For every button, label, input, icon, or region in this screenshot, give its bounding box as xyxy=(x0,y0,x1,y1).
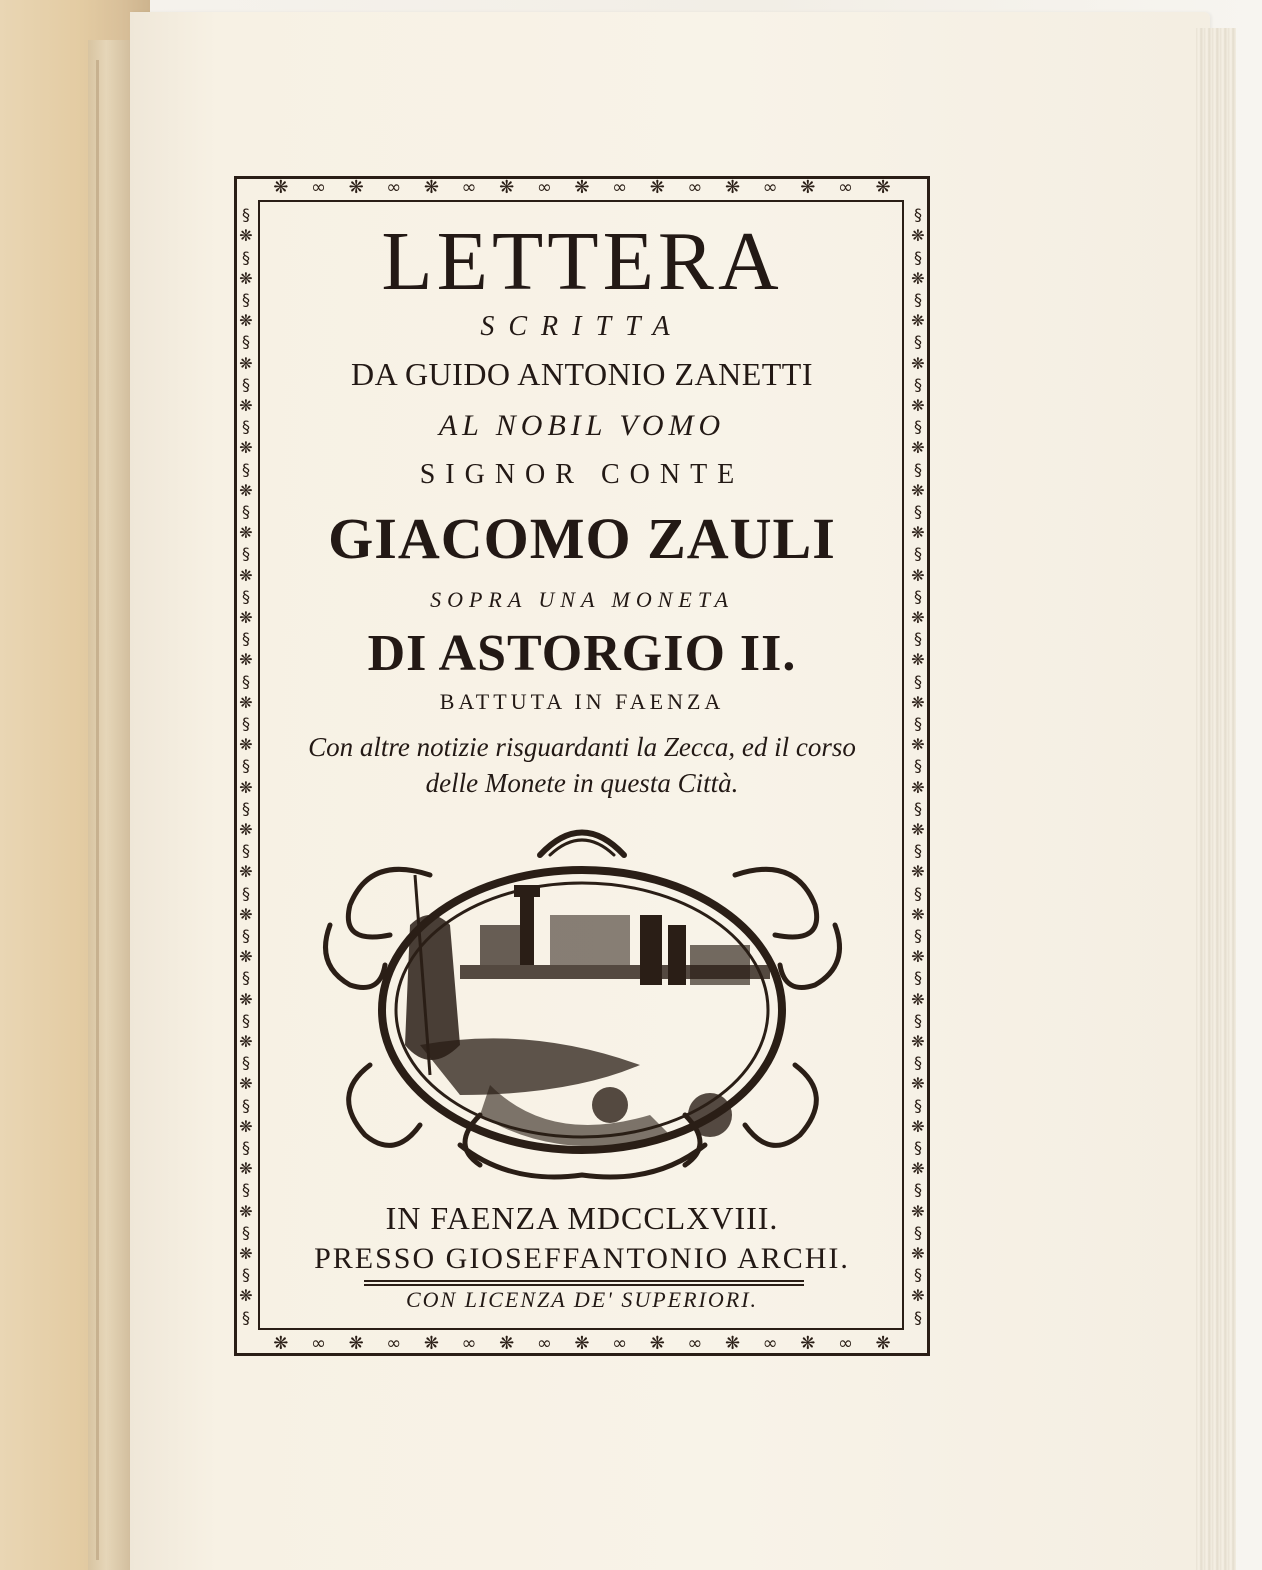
chain-ornament-icon: § xyxy=(242,417,250,437)
star-ornament-icon: ❋ xyxy=(574,177,590,198)
star-ornament-icon: ❋ xyxy=(911,1244,925,1264)
chain-ornament-icon: § xyxy=(914,544,922,564)
chain-ornament-icon: § xyxy=(914,459,922,479)
minted-line: BATTUTA IN FAENZA xyxy=(439,689,725,714)
star-ornament-icon: ❋ xyxy=(911,565,925,585)
chain-ornament-icon: § xyxy=(914,713,922,733)
star-ornament-icon: ❋ xyxy=(911,947,925,967)
chain-ornament-icon: § xyxy=(242,968,250,988)
star-ornament-icon: ❋ xyxy=(911,226,925,246)
star-ornament-icon: ❋ xyxy=(239,523,253,543)
chain-ornament-icon: § xyxy=(914,1265,922,1285)
chain-ornament-icon: § xyxy=(914,332,922,352)
star-ornament-icon: ❋ xyxy=(239,1116,253,1136)
frame-right-ornaments xyxy=(906,204,930,1328)
title-scritta: SCRITTA xyxy=(480,311,684,342)
chain-ornament-icon: § xyxy=(242,459,250,479)
chain-ornament-icon: § xyxy=(914,1222,922,1242)
chain-ornament-icon: § xyxy=(914,756,922,776)
chain-ornament-icon: § xyxy=(914,1307,922,1327)
star-ornament-icon: ❋ xyxy=(911,735,925,755)
star-ornament-icon: ❋ xyxy=(875,177,891,198)
frame-top-ornaments xyxy=(262,176,902,200)
star-ornament-icon: ❋ xyxy=(911,480,925,500)
star-ornament-icon: ❋ xyxy=(239,1159,253,1179)
star-ornament-icon: ❋ xyxy=(239,1244,253,1264)
star-ornament-icon: ❋ xyxy=(724,1333,741,1354)
chain-ornament-icon: ∞ xyxy=(612,1333,628,1354)
star-ornament-icon: ❋ xyxy=(911,819,925,839)
star-ornament-icon: ❋ xyxy=(911,311,925,331)
chain-ornament-icon: § xyxy=(242,756,250,776)
chain-ornament-icon: § xyxy=(914,841,922,861)
chain-ornament-icon: § xyxy=(914,417,922,437)
chain-ornament-icon: § xyxy=(242,1053,250,1073)
star-ornament-icon: ❋ xyxy=(348,1333,364,1354)
chain-ornament-icon: § xyxy=(242,544,250,564)
cartouche-vignette-icon xyxy=(310,815,855,1185)
chain-ornament-icon: § xyxy=(242,713,250,733)
star-ornament-icon: ❋ xyxy=(911,395,925,415)
star-ornament-icon: ❋ xyxy=(724,177,741,198)
chain-ornament-icon: § xyxy=(242,883,250,903)
star-ornament-icon: ❋ xyxy=(239,819,253,839)
star-ornament-icon: ❋ xyxy=(574,1333,590,1354)
chain-ornament-icon: § xyxy=(914,205,922,225)
star-ornament-icon: ❋ xyxy=(911,650,925,670)
star-ornament-icon: ❋ xyxy=(911,692,925,712)
chain-ornament-icon: § xyxy=(914,1010,922,1030)
chain-ornament-icon: § xyxy=(242,501,250,521)
chain-ornament-icon: ∞ xyxy=(687,1333,703,1354)
star-ornament-icon: ❋ xyxy=(911,777,925,797)
frame-bottom-ornaments xyxy=(262,1332,902,1356)
star-ornament-icon: ❋ xyxy=(239,692,253,712)
star-ornament-icon: ❋ xyxy=(239,862,253,882)
other-notes-line-1: Con altre notizie risguardanti la Zecca, ed il corso xyxy=(308,732,856,762)
spine-crease xyxy=(96,60,99,1560)
star-ornament-icon: ❋ xyxy=(499,177,515,198)
star-ornament-icon: ❋ xyxy=(239,1201,253,1221)
star-ornament-icon: ❋ xyxy=(239,735,253,755)
chain-ornament-icon: ∞ xyxy=(762,177,778,198)
chain-ornament-icon: § xyxy=(914,374,922,394)
chain-ornament-icon: ∞ xyxy=(536,177,552,198)
addressee-intro: AL NOBIL VOMO xyxy=(438,409,726,442)
star-ornament-icon: ❋ xyxy=(239,226,253,246)
chain-ornament-icon: ∞ xyxy=(386,1333,402,1354)
star-ornament-icon: ❋ xyxy=(800,177,816,198)
star-ornament-icon: ❋ xyxy=(911,862,925,882)
subject-name: DI ASTORGIO II. xyxy=(367,625,797,682)
star-ornament-icon: ❋ xyxy=(499,1333,515,1354)
star-ornament-icon: ❋ xyxy=(239,1286,253,1306)
star-ornament-icon: ❋ xyxy=(273,177,289,198)
chain-ornament-icon: ∞ xyxy=(837,177,853,198)
chain-ornament-icon: § xyxy=(914,671,922,691)
star-ornament-icon: ❋ xyxy=(423,1333,439,1354)
chain-ornament-icon: § xyxy=(914,1138,922,1158)
chain-ornament-icon: § xyxy=(242,671,250,691)
chain-ornament-icon: § xyxy=(242,1010,250,1030)
star-ornament-icon: ❋ xyxy=(239,904,253,924)
chain-ornament-icon: § xyxy=(242,205,250,225)
star-ornament-icon: ❋ xyxy=(239,1032,253,1052)
star-ornament-icon: ❋ xyxy=(273,1333,289,1354)
chain-ornament-icon: § xyxy=(242,1095,250,1115)
star-ornament-icon: ❋ xyxy=(911,1116,925,1136)
chain-ornament-icon: § xyxy=(914,247,922,267)
chain-ornament-icon: ∞ xyxy=(687,177,703,198)
chain-ornament-icon: § xyxy=(242,926,250,945)
chain-ornament-icon: ∞ xyxy=(762,1333,778,1354)
star-ornament-icon: ❋ xyxy=(239,947,253,967)
chain-ornament-icon: § xyxy=(242,1138,250,1158)
star-ornament-icon: ❋ xyxy=(649,1333,665,1354)
chain-ornament-icon: ∞ xyxy=(386,177,402,198)
star-ornament-icon: ❋ xyxy=(911,1074,925,1094)
chain-ornament-icon: § xyxy=(242,247,250,267)
chain-ornament-icon: ∞ xyxy=(837,1333,853,1354)
star-ornament-icon: ❋ xyxy=(239,353,253,373)
star-ornament-icon: ❋ xyxy=(875,1333,891,1354)
star-ornament-icon: ❋ xyxy=(239,777,253,797)
chain-ornament-icon: § xyxy=(914,968,922,988)
star-ornament-icon: ❋ xyxy=(911,438,925,458)
star-ornament-icon: ❋ xyxy=(911,1286,925,1306)
frame-left-ornaments xyxy=(234,204,258,1328)
chain-ornament-icon: § xyxy=(914,1095,922,1115)
imprint-divider xyxy=(364,1280,804,1282)
chain-ornament-icon: § xyxy=(914,629,922,649)
chain-ornament-icon: ∞ xyxy=(612,177,628,198)
star-ornament-icon: ❋ xyxy=(911,1201,925,1221)
star-ornament-icon: ❋ xyxy=(239,480,253,500)
other-notes-line-2: delle Monete in questa Città. xyxy=(425,768,739,798)
chain-ornament-icon: § xyxy=(242,1222,250,1242)
chain-ornament-icon: § xyxy=(914,501,922,521)
chain-ornament-icon: ∞ xyxy=(310,177,326,198)
title-lettera: LETTERA xyxy=(381,215,783,308)
star-ornament-icon: ❋ xyxy=(239,650,253,670)
chain-ornament-icon: § xyxy=(242,289,250,309)
star-ornament-icon: ❋ xyxy=(239,989,253,1009)
chain-ornament-icon: § xyxy=(242,841,250,861)
chain-ornament-icon: § xyxy=(242,1180,250,1200)
chain-ornament-icon: § xyxy=(242,586,250,606)
chain-ornament-icon: § xyxy=(242,1307,250,1327)
addressee-name: GIACOMO ZAULI xyxy=(328,506,836,571)
star-ornament-icon: ❋ xyxy=(239,1074,253,1094)
chain-ornament-icon: ∞ xyxy=(310,1333,326,1354)
star-ornament-icon: ❋ xyxy=(800,1333,816,1354)
star-ornament-icon: ❋ xyxy=(348,177,364,198)
star-ornament-icon: ❋ xyxy=(239,438,253,458)
chain-ornament-icon: § xyxy=(242,332,250,352)
imprint-place-date: IN FAENZA MDCCLXVIII. xyxy=(385,1200,779,1236)
chain-ornament-icon: § xyxy=(914,1180,922,1200)
chain-ornament-icon: ∞ xyxy=(461,1333,477,1354)
star-ornament-icon: ❋ xyxy=(239,395,253,415)
star-ornament-icon: ❋ xyxy=(649,177,665,198)
author-line: DA GUIDO ANTONIO ZANETTI xyxy=(350,356,813,392)
honorific-line: SIGNOR CONTE xyxy=(419,459,745,490)
star-ornament-icon: ❋ xyxy=(911,1159,925,1179)
chain-ornament-icon: ∞ xyxy=(536,1333,552,1354)
star-ornament-icon: ❋ xyxy=(911,607,925,627)
star-ornament-icon: ❋ xyxy=(911,1032,925,1052)
chain-ornament-icon: ∞ xyxy=(461,177,477,198)
chain-ornament-icon: § xyxy=(914,883,922,903)
star-ornament-icon: ❋ xyxy=(911,268,925,288)
chain-ornament-icon: § xyxy=(242,798,250,818)
imprint-printer: PRESSO GIOSEFFANTONIO ARCHI. xyxy=(314,1242,850,1275)
imprint-licence: CON LICENZA DE' SUPERIORI. xyxy=(405,1287,759,1312)
star-ornament-icon: ❋ xyxy=(911,904,925,924)
chain-ornament-icon: § xyxy=(914,289,922,309)
chain-ornament-icon: § xyxy=(914,798,922,818)
star-ornament-icon: ❋ xyxy=(911,523,925,543)
chain-ornament-icon: § xyxy=(914,926,922,945)
chain-ornament-icon: § xyxy=(242,629,250,649)
star-ornament-icon: ❋ xyxy=(423,177,439,198)
star-ornament-icon: ❋ xyxy=(239,565,253,585)
page-edges xyxy=(1196,28,1236,1570)
star-ornament-icon: ❋ xyxy=(239,268,253,288)
chain-ornament-icon: § xyxy=(242,1265,250,1285)
star-ornament-icon: ❋ xyxy=(239,607,253,627)
star-ornament-icon: ❋ xyxy=(239,311,253,331)
chain-ornament-icon: § xyxy=(242,374,250,394)
subject-intro: SOPRA UNA MONETA xyxy=(430,587,734,612)
chain-ornament-icon: § xyxy=(914,1053,922,1073)
chain-ornament-icon: § xyxy=(914,586,922,606)
star-ornament-icon: ❋ xyxy=(911,989,925,1009)
star-ornament-icon: ❋ xyxy=(911,353,925,373)
